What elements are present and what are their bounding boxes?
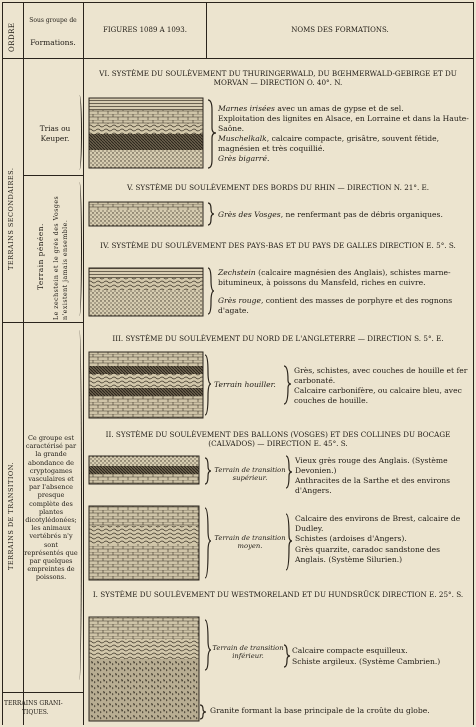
section-i-line-2 <box>292 657 470 667</box>
header-sous-groupe: Sous groupe de <box>29 17 77 24</box>
section-i-line-1 <box>292 646 470 656</box>
header-formations: Formations. <box>30 38 76 47</box>
section-ii-moy-line-1 <box>295 514 471 533</box>
formation-desc: , calcaire compacte, grisâtre, souvent fétide, magnésien et très coquillié. <box>218 134 440 153</box>
formation-desc: (calcaire magnésien des Anglais), schistes marne-bitumineux, à poissons du Mansfeld, riches en cuivre. <box>218 268 451 287</box>
formation-desc: Calcaire des environs de Brest, calcaire de Dudley. <box>295 514 461 533</box>
header-ordre: ORDRE <box>8 22 16 52</box>
formation-desc: avec un amas de gypse et de sel. <box>274 104 404 113</box>
subgroup-trias: Trias ou Keuper. <box>39 124 71 143</box>
formation-desc: Grès quarzite, caradoc sandstone des Anglais. (Système Silurien.) <box>295 545 440 564</box>
formation-name: Grès des Vosges <box>218 210 281 219</box>
section-vi-line-3 <box>218 134 470 153</box>
subgroup-peneen-note: Le zechstein et le grès des Vosges n'existent jamais ensemble. <box>53 195 69 320</box>
subgroup-peneen: Terrain pénéen. <box>36 223 45 290</box>
formation-desc: Vieux grès rouge des Anglais. (Système Devonien.) <box>295 456 448 475</box>
formation-name: Zechstein <box>218 268 256 277</box>
section-title-vi: VI. SYSTÈME DU SOULÈVEMENT DU THURINGERWALD, DU BŒHMERWALD-GEBIRGE ET DU MORVAN — DIRECTION O. 40°. N. <box>99 69 457 87</box>
section-ii-sup-line-2 <box>295 476 471 495</box>
formation-desc: Exploitation des lignites en Alsace, en Lorraine et dans la Haute-Saône. <box>218 114 469 133</box>
section-iv-line-1 <box>218 268 470 287</box>
header-noms: NOMS DES FORMATIONS. <box>291 26 389 34</box>
section-title-iii: III. SYSTÈME DU SOULÈVEMENT DU NORD DE L'ANGLETERRE — DIRECTION S. 5°. E. <box>112 334 444 343</box>
formation-desc: . <box>266 154 270 163</box>
section-title-iv: IV. SYSTÈME DU SOULÈVEMENT DES PAYS-BAS ET DU PAYS DE GALLES DIRECTION E. 5°. S. <box>100 241 456 250</box>
order-granitiques-1: TERRAINS GRANI- <box>4 700 63 707</box>
section-title-i: I. SYSTÈME DU SOULÈVEMENT DU WESTMORELAND ET DU HUNDSRÜCK DIRECTION E. 25°. S. <box>92 590 464 599</box>
formation-name: Muschelkalk <box>218 134 267 143</box>
section-vi-line-1 <box>218 104 470 114</box>
formation-desc: Calcaire compacte esquilleux. <box>292 646 408 655</box>
granite-line: Granite formant la base principale de la croûte du globe. <box>210 706 430 715</box>
section-ii-moy-line-2 <box>295 534 471 544</box>
formation-desc: Grès, schistes, avec couches de houille et fer carbonaté. <box>294 366 468 385</box>
formation-name: Grès bigarré <box>218 154 267 163</box>
formation-desc: Calcaire carbonifère, ou calcaire bleu, avec couches de houille. <box>294 386 462 405</box>
section-i-label: Terrain de transition inférieur. <box>212 644 284 661</box>
subgroup-transition-note: Ce groupe est caractérisé par la grande abondance de cryptogames vasculaires et par l'absence presque complète des plantes dicotylédonées; les animaux vertébrés n'y sont représentés que par quelques empreintes de poissons. <box>24 434 78 582</box>
section-v-line-1 <box>218 210 470 220</box>
section-vi-line-2 <box>218 114 470 133</box>
section-ii-sup-line-1 <box>295 456 471 475</box>
order-secondaires: TERRAINS SECONDAIRES. <box>7 167 15 270</box>
header-figures: FIGURES 1089 A 1093. <box>103 26 187 34</box>
order-granitiques-2: TIQUES. <box>22 709 49 716</box>
formation-name: Marnes irisées <box>218 104 275 113</box>
section-vi-line-4 <box>218 154 470 164</box>
formation-desc: , contient des masses de porphyre et des rognons d'agate. <box>218 296 453 315</box>
section-ii-moy-line-3 <box>295 545 471 564</box>
section-ii-label-sup: Terrain de transition supérieur. <box>214 466 286 483</box>
order-transition: TERRAINS DE TRANSITION. <box>7 461 15 570</box>
section-title-v: V. SYSTÈME DU SOULÈVEMENT DES BORDS DU RHIN — DIRECTION N. 21°. E. <box>126 183 430 192</box>
formation-desc: Schistes (ardoises d'Angers). <box>295 534 407 543</box>
section-iv-line-2 <box>218 296 470 315</box>
formation-name: Grès rouge <box>218 296 261 305</box>
section-ii-label-moy: Terrain de transition moyen. <box>214 534 286 551</box>
section-title-ii: II. SYSTÈME DU SOULÈVEMENT DES BALLONS (VOSGES) ET DES COLLINES DU BOCAGE (CALVADOS) — DIRECTION E. 45°. S. <box>105 430 451 448</box>
section-iii-line-1 <box>294 366 470 385</box>
formation-desc: , ne renfermant pas de débris organiques. <box>280 210 443 219</box>
formation-desc: Schiste argileux. (Système Cambrien.) <box>292 657 441 666</box>
section-iii-line-2 <box>294 386 470 405</box>
formation-desc: Anthracites de la Sarthe et des environs d'Angers. <box>295 476 451 495</box>
section-iii-label: Terrain houiller. <box>214 380 276 389</box>
